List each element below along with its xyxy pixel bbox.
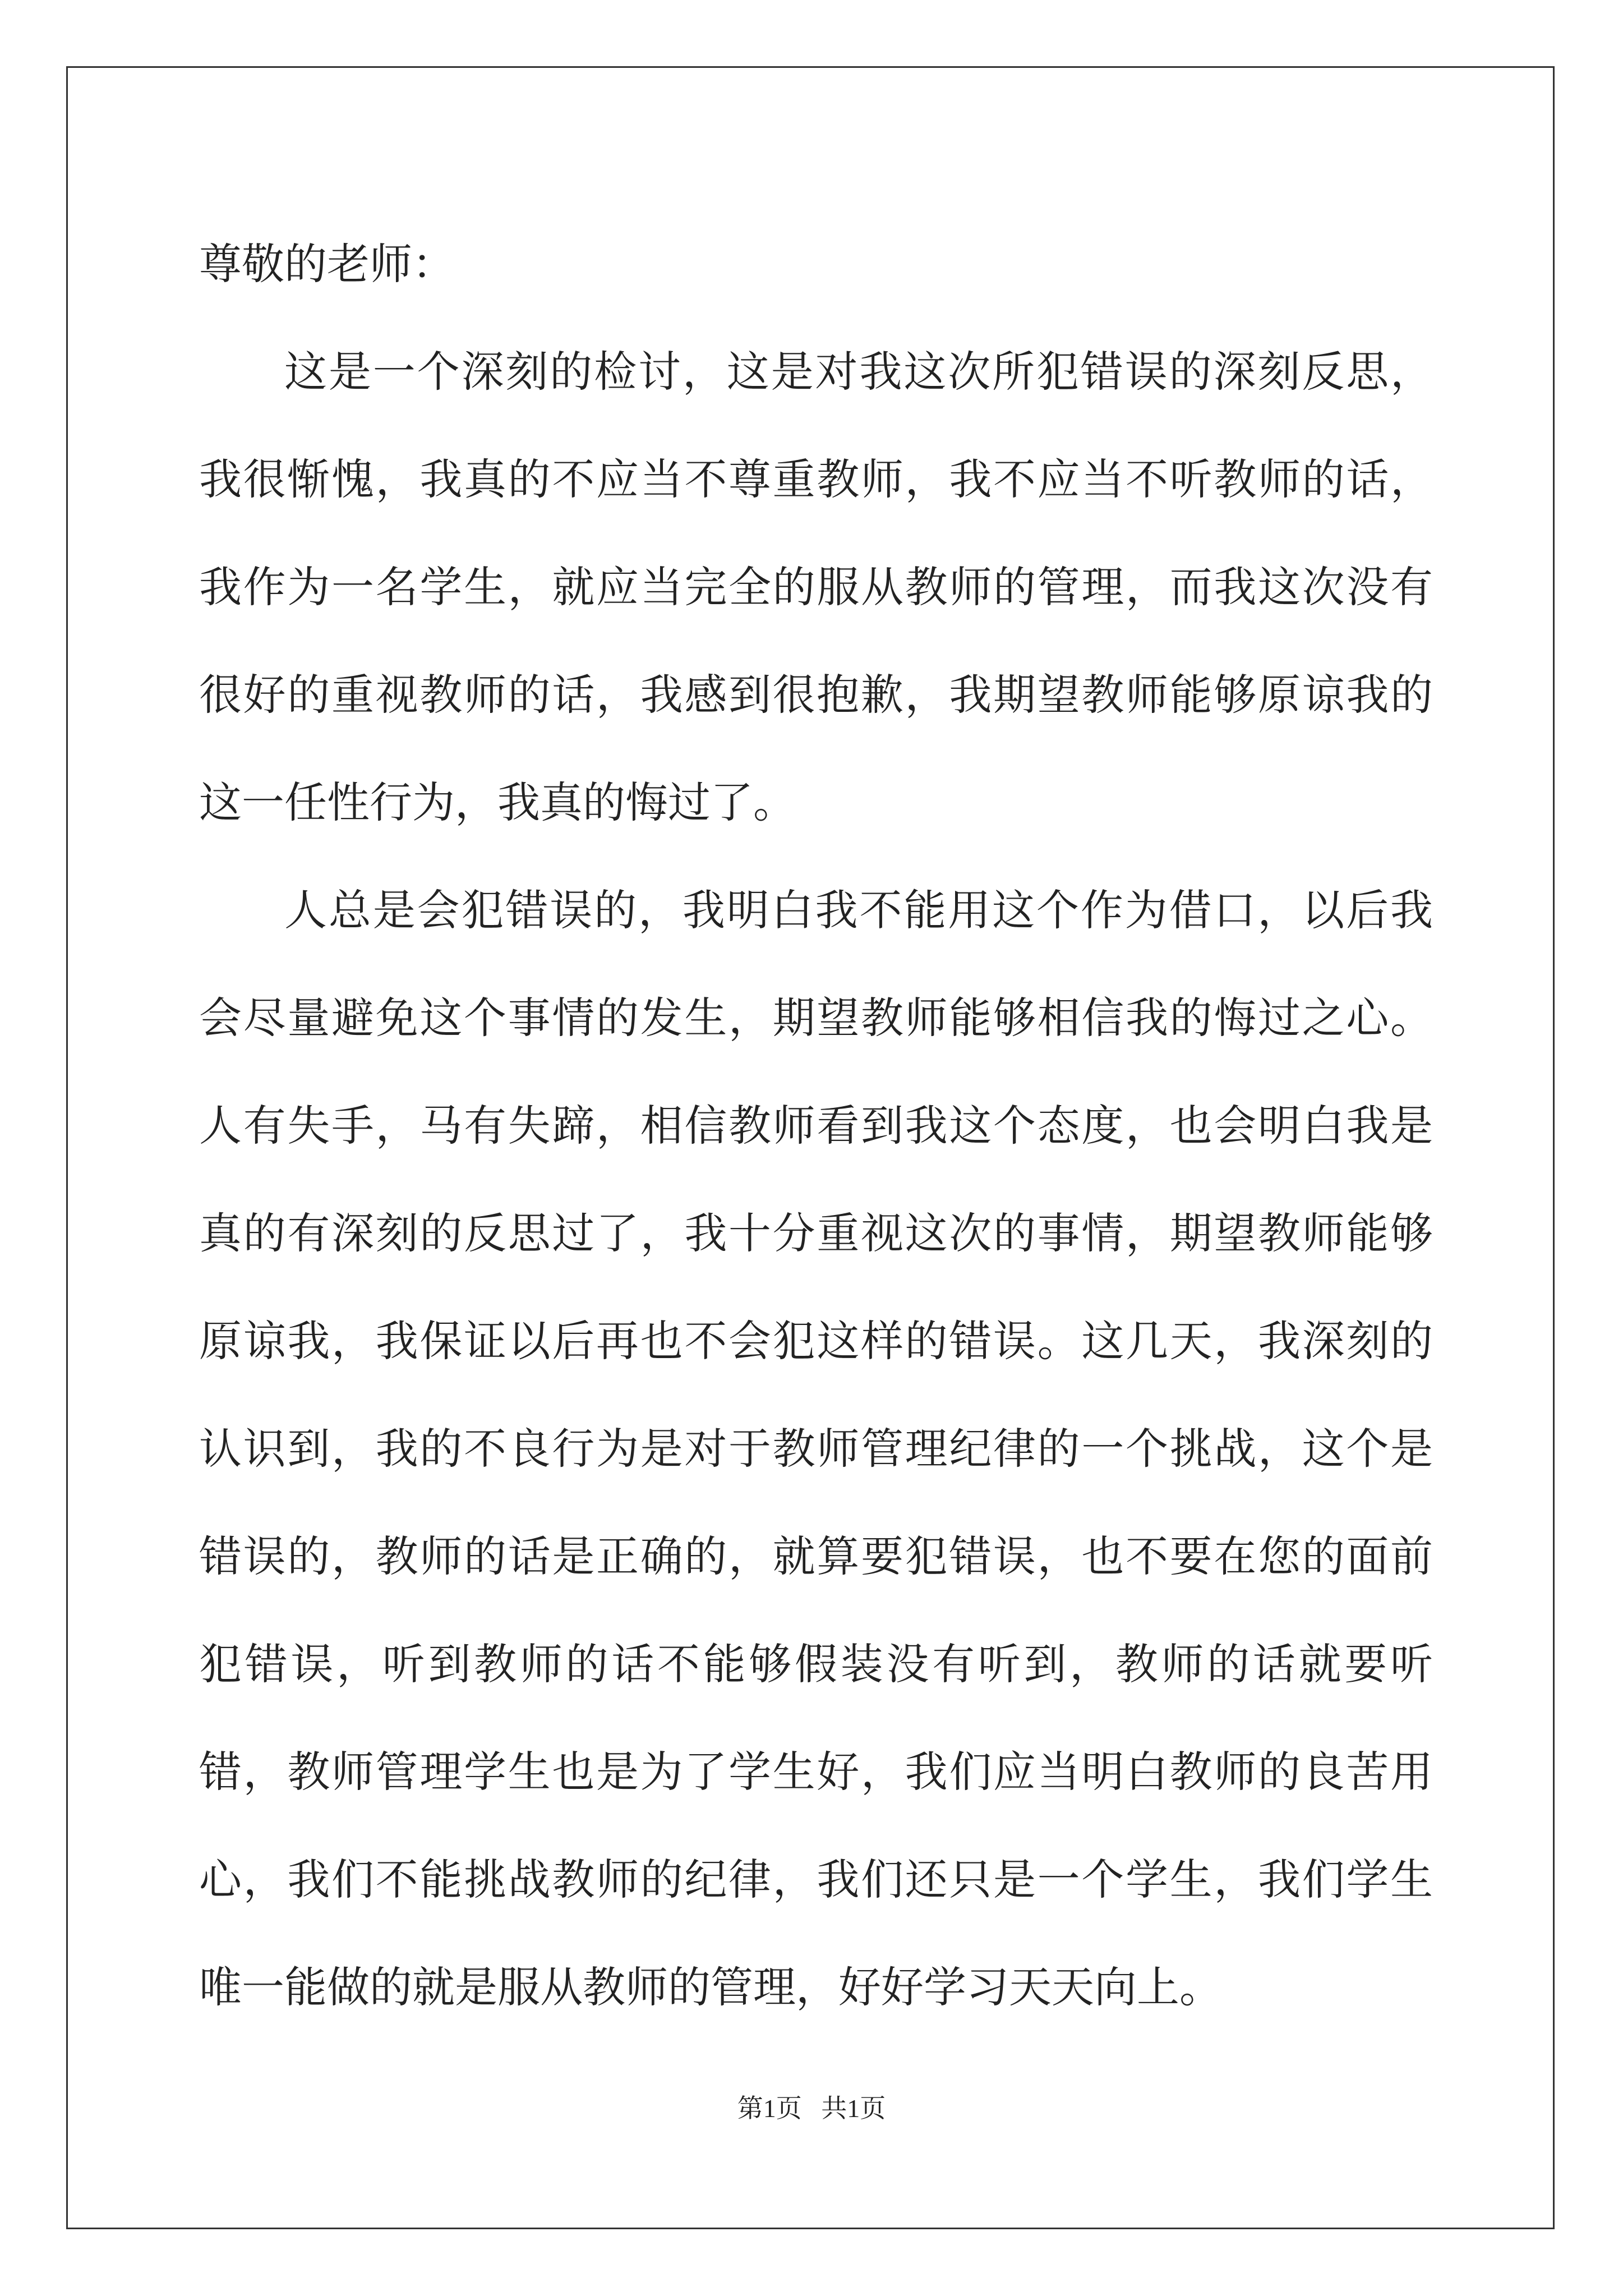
paragraph-2: 人总是会犯错误的，我明白我不能用这个作为借口，以后我会尽量避免这个事情的发生，期望教师能够相信我的悔过之心。人有失手，马有失蹄，相信教师看到我这个态度，也会明白我是真的有深刻的反思过了，我十分重视这次的事情，期望教师能够原谅我，我保证以后再也不会犯这样的错误。这几天，我深刻的认识到，我的不良行为是对于教师管理纪律的一个挑战，这个是错误的，教师的话是正确的，就算要犯错误，也不要在您的面前犯错误，听到教师的话不能够假装没有听到，教师的话就要听错，教师管理学生也是为了学生好，我们应当明白教师的良苦用心，我们不能挑战教师的纪律，我们还只是一个学生，我们学生唯一能做的就是服从教师的管理，好好学习天天向上。 [199, 885, 1433, 2012]
page-number-footer: 第1页 共1页 [737, 2094, 886, 2123]
document-body [199, 210, 1433, 2041]
salutation: 尊敬的老师： [199, 239, 455, 289]
paragraph-1: 这是一个深刻的检讨，这是对我这次所犯错误的深刻反思，我很惭愧，我真的不应当不尊重教师，我不应当不听教师的话，我作为一名学生，就应当完全的服从教师的管理，而我这次没有很好的重视教师的话，我感到很抱歉，我期望教师能够原谅我的这一任性行为，我真的悔过了。 [199, 347, 1433, 827]
